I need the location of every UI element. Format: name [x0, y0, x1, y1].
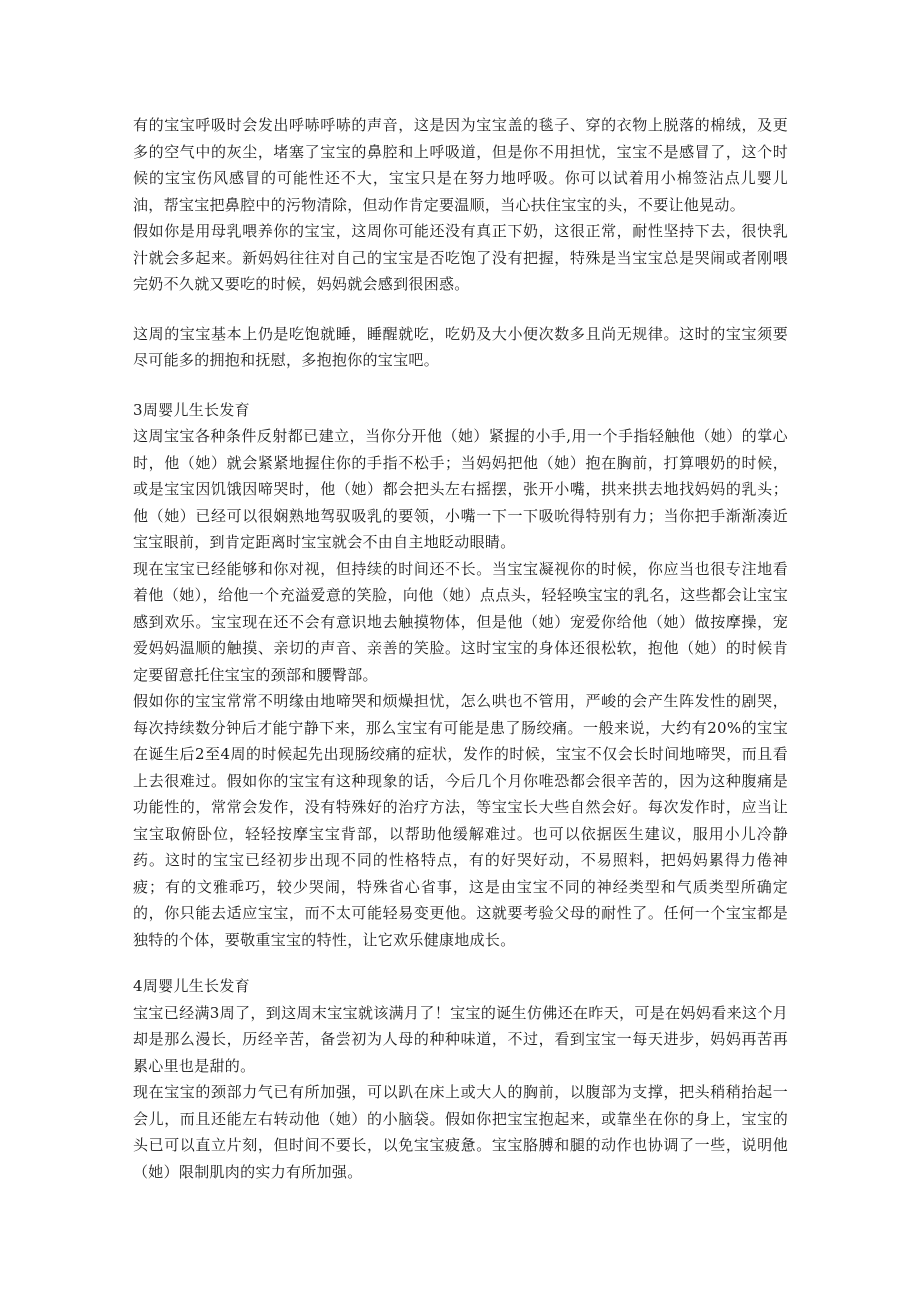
intro-paragraph-1: 有的宝宝呼吸时会发出呼哧呼哧的声音，这是因为宝宝盖的毯子、穿的衣物上脱落的棉绒，及更多的空气中的灰尘，堵塞了宝宝的鼻腔和上呼吸道，但是你不用担忧，宝宝不是感冒了，这个时候的宝宝伤风感冒的可能性还不大，宝宝只是在努力地呼吸。你可以试着用小棉签沾点儿婴儿油，帮宝宝把鼻腔中的污物清除，但动作肯定要温顺，当心扶住宝宝的头，不要让他晃动。	[133, 116, 788, 214]
document-body	[133, 112, 788, 1185]
week4-paragraph-2: 现在宝宝的颈部力气已有所加强，可以趴在床上或大人的胸前，以腹部为支撑，把头稍稍抬起一会儿，而且还能左右转动他（她）的小脑袋。假如你把宝宝抱起来，或靠坐在你的身上，宝宝的头已可以直立片刻，但时间不要长，以免宝宝疲惫。宝宝胳膊和腿的动作也协调了一些，说明他（她）限制肌肉的实力有所加强。	[133, 1083, 788, 1181]
intro-paragraph-3: 这周的宝宝基本上仍是吃饱就睡，睡醒就吃，吃奶及大小便次数多且尚无规律。这时的宝宝须要尽可能多的拥抱和抚慰，多抱抱你的宝宝吧。	[133, 324, 788, 369]
week3-paragraph-2: 现在宝宝已经能够和你对视，但持续的时间还不长。当宝宝凝视你的时候，你应当也很专注地看着他（她），给他一个充溢爱意的笑脸，向他（她）点点头，轻轻唤宝宝的乳名，这些都会让宝宝感到欢乐。宝宝现在还不会有意识地去触摸物体，但是他（她）宠爱你给他（她）做按摩操，宠爱妈妈温顺的触摸、亲切的声音、亲善的笑脸。这时宝宝的身体还很松软，抱他（她）的时候肯定要留意托住宝宝的颈部和腰臀部。	[133, 559, 788, 684]
intro-paragraph-2: 假如你是用母乳喂养你的宝宝，这周你可能还没有真正下奶，这很正常，耐性坚持下去，很快乳汁就会多起来。新妈妈往往对自己的宝宝是否吃饱了没有把握，特殊是当宝宝总是哭闹或者刚喂完奶不久就又要吃的时候，妈妈就会感到很困惑。	[133, 222, 788, 293]
week3-paragraph-3: 假如你的宝宝常常不明缘由地啼哭和烦燥担忧，怎么哄也不管用，严峻的会产生阵发性的剧哭，每次持续数分钟后才能宁静下来，那么宝宝有可能是患了肠绞痛。一般来说，大约有20%的宝宝在诞生后2至4周的时候起先出现肠绞痛的症状，发作的时候，宝宝不仅会长时间地啼哭，而且看上去很难过。假如你的宝宝有这种现象的话，今后几个月你唯恐都会很辛苦的，因为这种腹痛是功能性的，常常会发作，没有特殊好的治疗方法，等宝宝长大些自然会好。每次发作时，应当让宝宝取俯卧位，轻轻按摩宝宝背部，以帮助他缓解难过。也可以依据医生建议，服用小儿冷静药。这时的宝宝已经初步出现不同的性格特点，有的好哭好动，不易照料，把妈妈累得力倦神疲；有的文雅乖巧，较少哭闹，特殊省心省事，这是由宝宝不同的神经类型和气质类型所确定的，你只能去适应宝宝，而不太可能轻易变更他。这就要考验父母的耐性了。任何一个宝宝都是独特的个体，要敬重宝宝的特性，让它欢乐健康地成长。	[133, 692, 788, 949]
week3-paragraph-1: 这周宝宝各种条件反射都已建立，当你分开他（她）紧握的小手,用一个手指轻触他（她）的掌心时，他（她）就会紧紧地握住你的手指不松手；当妈妈把他（她）抱在胸前，打算喂奶的时候，或是宝宝因饥饿因啼哭时，他（她）都会把头左右摇摆，张开小嘴，拱来拱去地找妈妈的乳头；他（她）已经可以很娴熟地驾驭吸乳的要领，小嘴一下一下吸吮得特别有力；当你把手渐渐凑近宝宝眼前，到肯定距离时宝宝就会不由自主地眨动眼睛。	[133, 427, 788, 551]
week4-paragraph-1: 宝宝已经满3周了，到这周末宝宝就该满月了！宝宝的诞生仿佛还在昨天，可是在妈妈看来这个月却是那么漫长，历经辛苦，备尝初为人母的种种味道，不过，看到宝宝一每天进步，妈妈再苦再累心里也是甜的。	[133, 1003, 788, 1075]
week4-heading: 4周婴儿生长发育	[133, 977, 250, 995]
week3-heading: 3周婴儿生长发育	[133, 400, 250, 419]
